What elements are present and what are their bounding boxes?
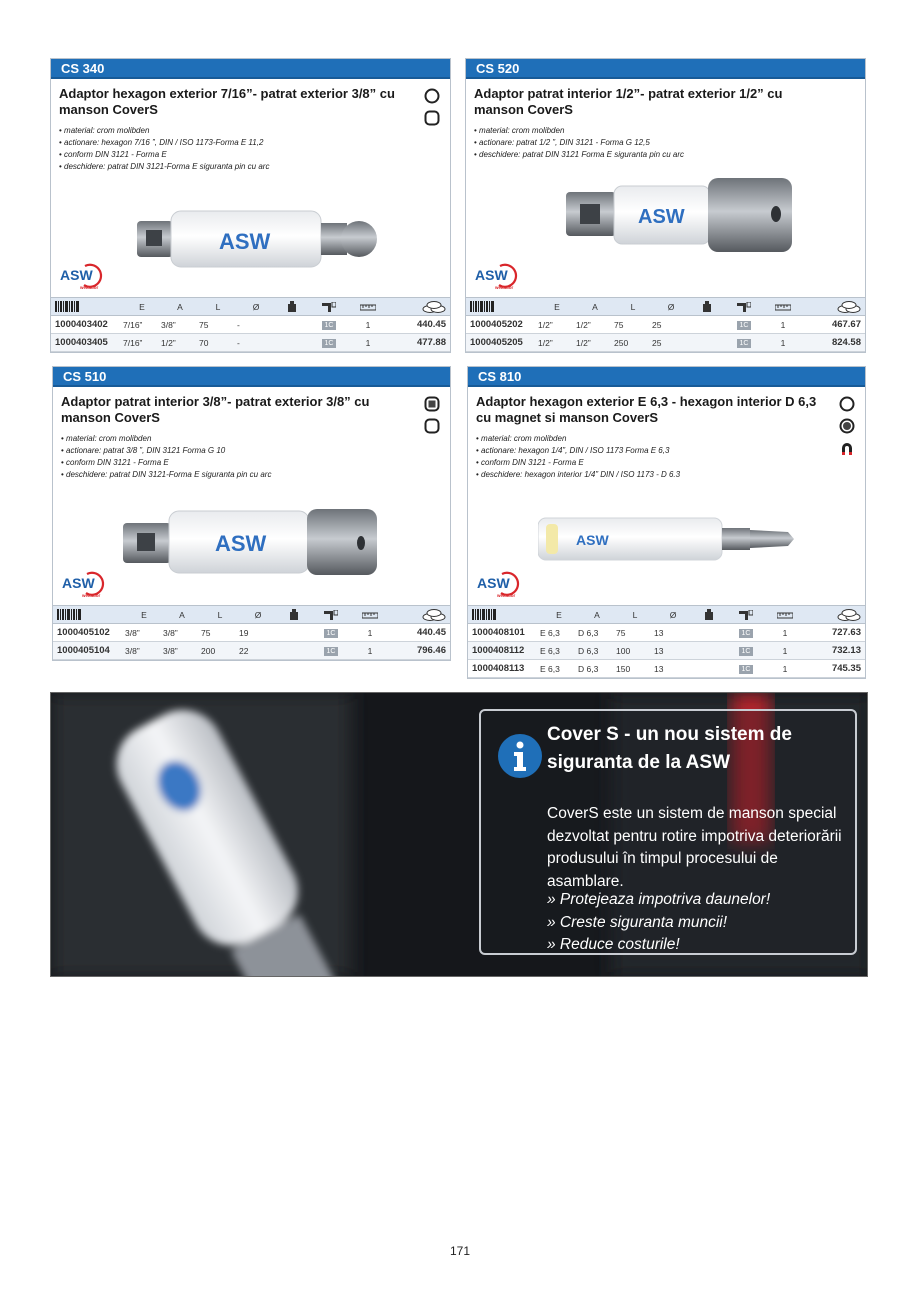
cell-l: 75 (614, 316, 652, 334)
col-l: L (199, 298, 237, 316)
card-code: CS 520 (466, 59, 865, 79)
cell-e: E 6,3 (540, 642, 578, 660)
table-row (468, 660, 865, 678)
product-title: Adaptor patrat interior 3/8”- patrat exterior 3/8” cu manson CoverS (61, 394, 370, 425)
feature-item: • actionare: hexagon 7/16 ”, DIN / ISO 1173-Forma E 11,2 (59, 137, 269, 149)
feature-item: • deschidere: patrat DIN 3121-Forma E siguranta pin cu arc (61, 469, 271, 481)
article-number: 1000405202 (466, 316, 538, 334)
feature-list (474, 125, 684, 161)
price: 824.58 (802, 334, 865, 352)
weight-icon (289, 609, 299, 620)
pack-tag: 1C (324, 647, 339, 656)
cell-a: D 6,3 (578, 624, 616, 642)
price: 467.67 (802, 316, 865, 334)
feature-item: • material: crom molibden (61, 433, 271, 445)
ring-icon (839, 396, 855, 412)
cell-d: 25 (652, 316, 690, 334)
cell-weight (275, 334, 309, 352)
feature-item: • deschidere: patrat DIN 3121 Forma E siguranta pin cu arc (474, 149, 684, 161)
table-row (466, 334, 865, 352)
col-price (802, 298, 865, 316)
product-card (465, 58, 866, 353)
table-row (468, 624, 865, 642)
banner-bullets (547, 889, 770, 957)
cell-l: 75 (201, 624, 239, 642)
banner-bullet: » Reduce costurile! (547, 936, 680, 953)
article-number: 1000408101 (468, 624, 540, 642)
price-coins-icon (837, 301, 861, 313)
col-e: E (123, 298, 161, 316)
col-d: Ø (654, 606, 692, 624)
property-icons (422, 396, 442, 440)
cell-pack (724, 334, 764, 352)
wrench-icon (322, 302, 336, 312)
asw-logo (61, 571, 109, 599)
info-icon (497, 733, 543, 779)
col-price (387, 298, 450, 316)
col-e: E (538, 298, 576, 316)
cell-e: E 6,3 (540, 660, 578, 678)
cell-weight (275, 316, 309, 334)
col-pack (309, 298, 349, 316)
cell-pack (726, 660, 766, 678)
cell-qty: 1 (349, 334, 387, 352)
magnet-icon (839, 440, 855, 456)
price-coins-icon (837, 609, 861, 621)
wrench-icon (324, 610, 338, 620)
svg-text:ASW: ASW (60, 267, 93, 283)
article-number: 1000403402 (51, 316, 123, 334)
cell-weight (277, 642, 311, 660)
svg-text:ASW: ASW (475, 267, 508, 283)
cell-d: - (237, 316, 275, 334)
product-image (123, 503, 383, 588)
feature-item: • deschidere: hexagon interior 1/4” DIN / ISO 1173 - D 6.3 (476, 469, 680, 481)
col-qty (766, 606, 804, 624)
feature-item: • material: crom molibden (476, 433, 680, 445)
table-header (53, 606, 450, 624)
cell-weight (277, 624, 311, 642)
article-number: 1000405102 (53, 624, 125, 642)
col-a: A (161, 298, 199, 316)
pack-tag: 1C (737, 339, 752, 348)
price: 477.88 (387, 334, 450, 352)
article-number: 1000408112 (468, 642, 540, 660)
cell-qty: 1 (764, 334, 802, 352)
dot-icon (839, 418, 855, 434)
info-box (479, 709, 857, 955)
table-row (53, 642, 450, 660)
cell-pack (311, 642, 351, 660)
feature-list (61, 433, 271, 481)
feature-list (59, 125, 269, 173)
svg-text:ASW: ASW (62, 575, 95, 591)
banner-title: Cover S - un nou sistem de siguranta de la ASW (547, 724, 792, 773)
card-code: CS 810 (468, 367, 865, 387)
ruler-icon (362, 611, 378, 619)
col-d: Ø (237, 298, 275, 316)
col-price (389, 606, 450, 624)
pack-tag: 1C (739, 629, 754, 638)
col-pack (311, 606, 351, 624)
col-e: E (540, 606, 578, 624)
col-weight (690, 298, 724, 316)
article-number: 1000408113 (468, 660, 540, 678)
price: 745.35 (804, 660, 865, 678)
ruler-icon (775, 303, 791, 311)
col-l: L (201, 606, 239, 624)
svg-text:ASW: ASW (638, 206, 685, 228)
cell-l: 200 (201, 642, 239, 660)
table-row (466, 316, 865, 334)
cell-l: 100 (616, 642, 654, 660)
cell-a: 3/8” (163, 642, 201, 660)
cell-l: 75 (199, 316, 237, 334)
cell-a: 3/8” (161, 316, 199, 334)
feature-list (476, 433, 680, 481)
cell-pack (309, 334, 349, 352)
cell-qty: 1 (766, 624, 804, 642)
cell-pack (724, 316, 764, 334)
cell-e: 1/2” (538, 316, 576, 334)
product-image (538, 512, 798, 573)
cell-l: 75 (616, 624, 654, 642)
col-pack (724, 298, 764, 316)
cell-l: 250 (614, 334, 652, 352)
price: 732.13 (804, 642, 865, 660)
weight-icon (287, 301, 297, 312)
cover-s-banner (50, 692, 868, 977)
svg-text:ASW: ASW (477, 575, 510, 591)
col-qty (764, 298, 802, 316)
cell-a: 1/2” (576, 316, 614, 334)
col-qty (349, 298, 387, 316)
col-weight (692, 606, 726, 624)
banner-bullet: » Protejeaza impotriva daunelor! (547, 891, 771, 908)
cell-e: 3/8” (125, 642, 163, 660)
cell-d: 13 (654, 642, 692, 660)
cell-weight (692, 624, 726, 642)
weight-icon (702, 301, 712, 312)
col-barcode (468, 606, 540, 624)
cell-a: 3/8” (163, 624, 201, 642)
price-coins-icon (422, 609, 446, 621)
feature-item: • actionare: hexagon 1/4”, DIN / ISO 1173 Forma E 6,3 (476, 445, 680, 457)
table-header (466, 298, 865, 316)
cell-pack (726, 624, 766, 642)
pack-tag: 1C (739, 665, 754, 674)
property-icons (422, 88, 442, 132)
cell-d: 22 (239, 642, 277, 660)
feature-item: • material: crom molibden (474, 125, 684, 137)
svg-text:ASW: ASW (219, 229, 271, 254)
table-row (51, 316, 450, 334)
svg-text:ASW: ASW (215, 531, 267, 556)
col-a: A (163, 606, 201, 624)
table-row (468, 642, 865, 660)
col-a: A (576, 298, 614, 316)
card-body (51, 79, 450, 297)
barcode-icon (472, 609, 496, 620)
price: 440.45 (387, 316, 450, 334)
cell-weight (690, 316, 724, 334)
pack-tag: 1C (322, 321, 337, 330)
card-body (53, 387, 450, 605)
feature-item: • actionare: patrat 1/2 ”, DIN 3121 - Forma G 12,5 (474, 137, 684, 149)
price: 727.63 (804, 624, 865, 642)
card-body (466, 79, 865, 297)
col-barcode (51, 298, 123, 316)
ruler-icon (360, 303, 376, 311)
banner-text: CoverS este un sistem de manson special dezvoltat pentru rotire impotriva deteriorării produsului în timpul procesului de asamblare. (547, 805, 842, 890)
cell-qty: 1 (766, 660, 804, 678)
cell-weight (692, 642, 726, 660)
feature-item: • actionare: patrat 3/8 ”, DIN 3121 Forma G 10 (61, 445, 271, 457)
col-weight (275, 298, 309, 316)
table-row (51, 334, 450, 352)
col-qty (351, 606, 389, 624)
cell-qty: 1 (351, 624, 389, 642)
cell-qty: 1 (764, 316, 802, 334)
cell-e: E 6,3 (540, 624, 578, 642)
cell-e: 1/2” (538, 334, 576, 352)
banner-bullet: » Creste siguranta muncii! (547, 913, 728, 931)
feature-item: • deschidere: patrat DIN 3121-Forma E siguranta pin cu arc (59, 161, 269, 173)
cell-d: 19 (239, 624, 277, 642)
table-header (468, 606, 865, 624)
property-icons (837, 396, 857, 462)
weight-icon (704, 609, 714, 620)
col-a: A (578, 606, 616, 624)
cell-e: 3/8” (125, 624, 163, 642)
feature-item: • conform DIN 3121 - Forma E (476, 457, 680, 469)
pack-tag: 1C (322, 339, 337, 348)
cell-qty: 1 (349, 316, 387, 334)
barcode-icon (470, 301, 494, 312)
article-number: 1000405104 (53, 642, 125, 660)
cell-a: D 6,3 (578, 642, 616, 660)
col-d: Ø (652, 298, 690, 316)
asw-logo (476, 571, 524, 599)
asw-logo (474, 263, 522, 291)
cell-e: 7/16” (123, 316, 161, 334)
product-title: Adaptor patrat interior 1/2”- patrat exterior 1/2” cu manson CoverS (474, 86, 783, 117)
cell-pack (311, 624, 351, 642)
price: 440.45 (389, 624, 450, 642)
card-body (468, 387, 865, 605)
wrench-icon (737, 302, 751, 312)
cell-d: - (237, 334, 275, 352)
col-l: L (616, 606, 654, 624)
cell-qty: 1 (766, 642, 804, 660)
feature-item: • conform DIN 3121 - Forma E (61, 457, 271, 469)
price: 796.46 (389, 642, 450, 660)
cell-qty: 1 (351, 642, 389, 660)
barcode-icon (57, 609, 81, 620)
col-weight (277, 606, 311, 624)
cell-a: D 6,3 (578, 660, 616, 678)
barcode-icon (55, 301, 79, 312)
col-l: L (614, 298, 652, 316)
square-filled-icon (424, 396, 440, 412)
cell-d: 13 (654, 660, 692, 678)
cell-a: 1/2” (576, 334, 614, 352)
page-number: 171 (449, 1244, 471, 1258)
cell-l: 70 (199, 334, 237, 352)
spec-table (466, 297, 865, 352)
article-number: 1000403405 (51, 334, 123, 352)
spec-table (468, 605, 865, 678)
col-pack (726, 606, 766, 624)
article-number: 1000405205 (466, 334, 538, 352)
cell-e: 7/16” (123, 334, 161, 352)
cell-l: 150 (616, 660, 654, 678)
cell-pack (726, 642, 766, 660)
product-image (137, 199, 397, 284)
cell-d: 25 (652, 334, 690, 352)
svg-text:wekador: wekador (80, 285, 99, 290)
cell-d: 13 (654, 624, 692, 642)
col-barcode (466, 298, 538, 316)
pack-tag: 1C (324, 629, 339, 638)
cell-weight (692, 660, 726, 678)
col-price (804, 606, 865, 624)
card-code: CS 510 (53, 367, 450, 387)
wrench-icon (739, 610, 753, 620)
product-title: Adaptor hexagon exterior 7/16”- patrat exterior 3/8” cu manson CoverS (59, 86, 395, 117)
square-icon (424, 418, 440, 434)
svg-text:wekador: wekador (497, 593, 516, 598)
asw-logo (59, 263, 107, 291)
card-code: CS 340 (51, 59, 450, 79)
pack-tag: 1C (739, 647, 754, 656)
cell-weight (690, 334, 724, 352)
svg-text:ASW: ASW (576, 532, 609, 548)
square-icon (424, 110, 440, 126)
cell-pack (309, 316, 349, 334)
spec-table (51, 297, 450, 352)
pack-tag: 1C (737, 321, 752, 330)
col-barcode (53, 606, 125, 624)
feature-item: • material: crom molibden (59, 125, 269, 137)
col-e: E (125, 606, 163, 624)
table-row (53, 624, 450, 642)
table-header (51, 298, 450, 316)
product-title: Adaptor hexagon exterior E 6,3 - hexagon interior D 6,3 cu magnet si manson CoverS (476, 394, 817, 425)
price-coins-icon (422, 301, 446, 313)
product-image (566, 176, 806, 261)
col-d: Ø (239, 606, 277, 624)
product-card (52, 366, 451, 661)
product-card (467, 366, 866, 679)
ruler-icon (777, 611, 793, 619)
spec-table (53, 605, 450, 660)
product-card (50, 58, 451, 353)
feature-item: • conform DIN 3121 - Forma E (59, 149, 269, 161)
ring-icon (424, 88, 440, 104)
svg-text:wekador: wekador (82, 593, 101, 598)
svg-text:wekador: wekador (495, 285, 514, 290)
cell-a: 1/2” (161, 334, 199, 352)
